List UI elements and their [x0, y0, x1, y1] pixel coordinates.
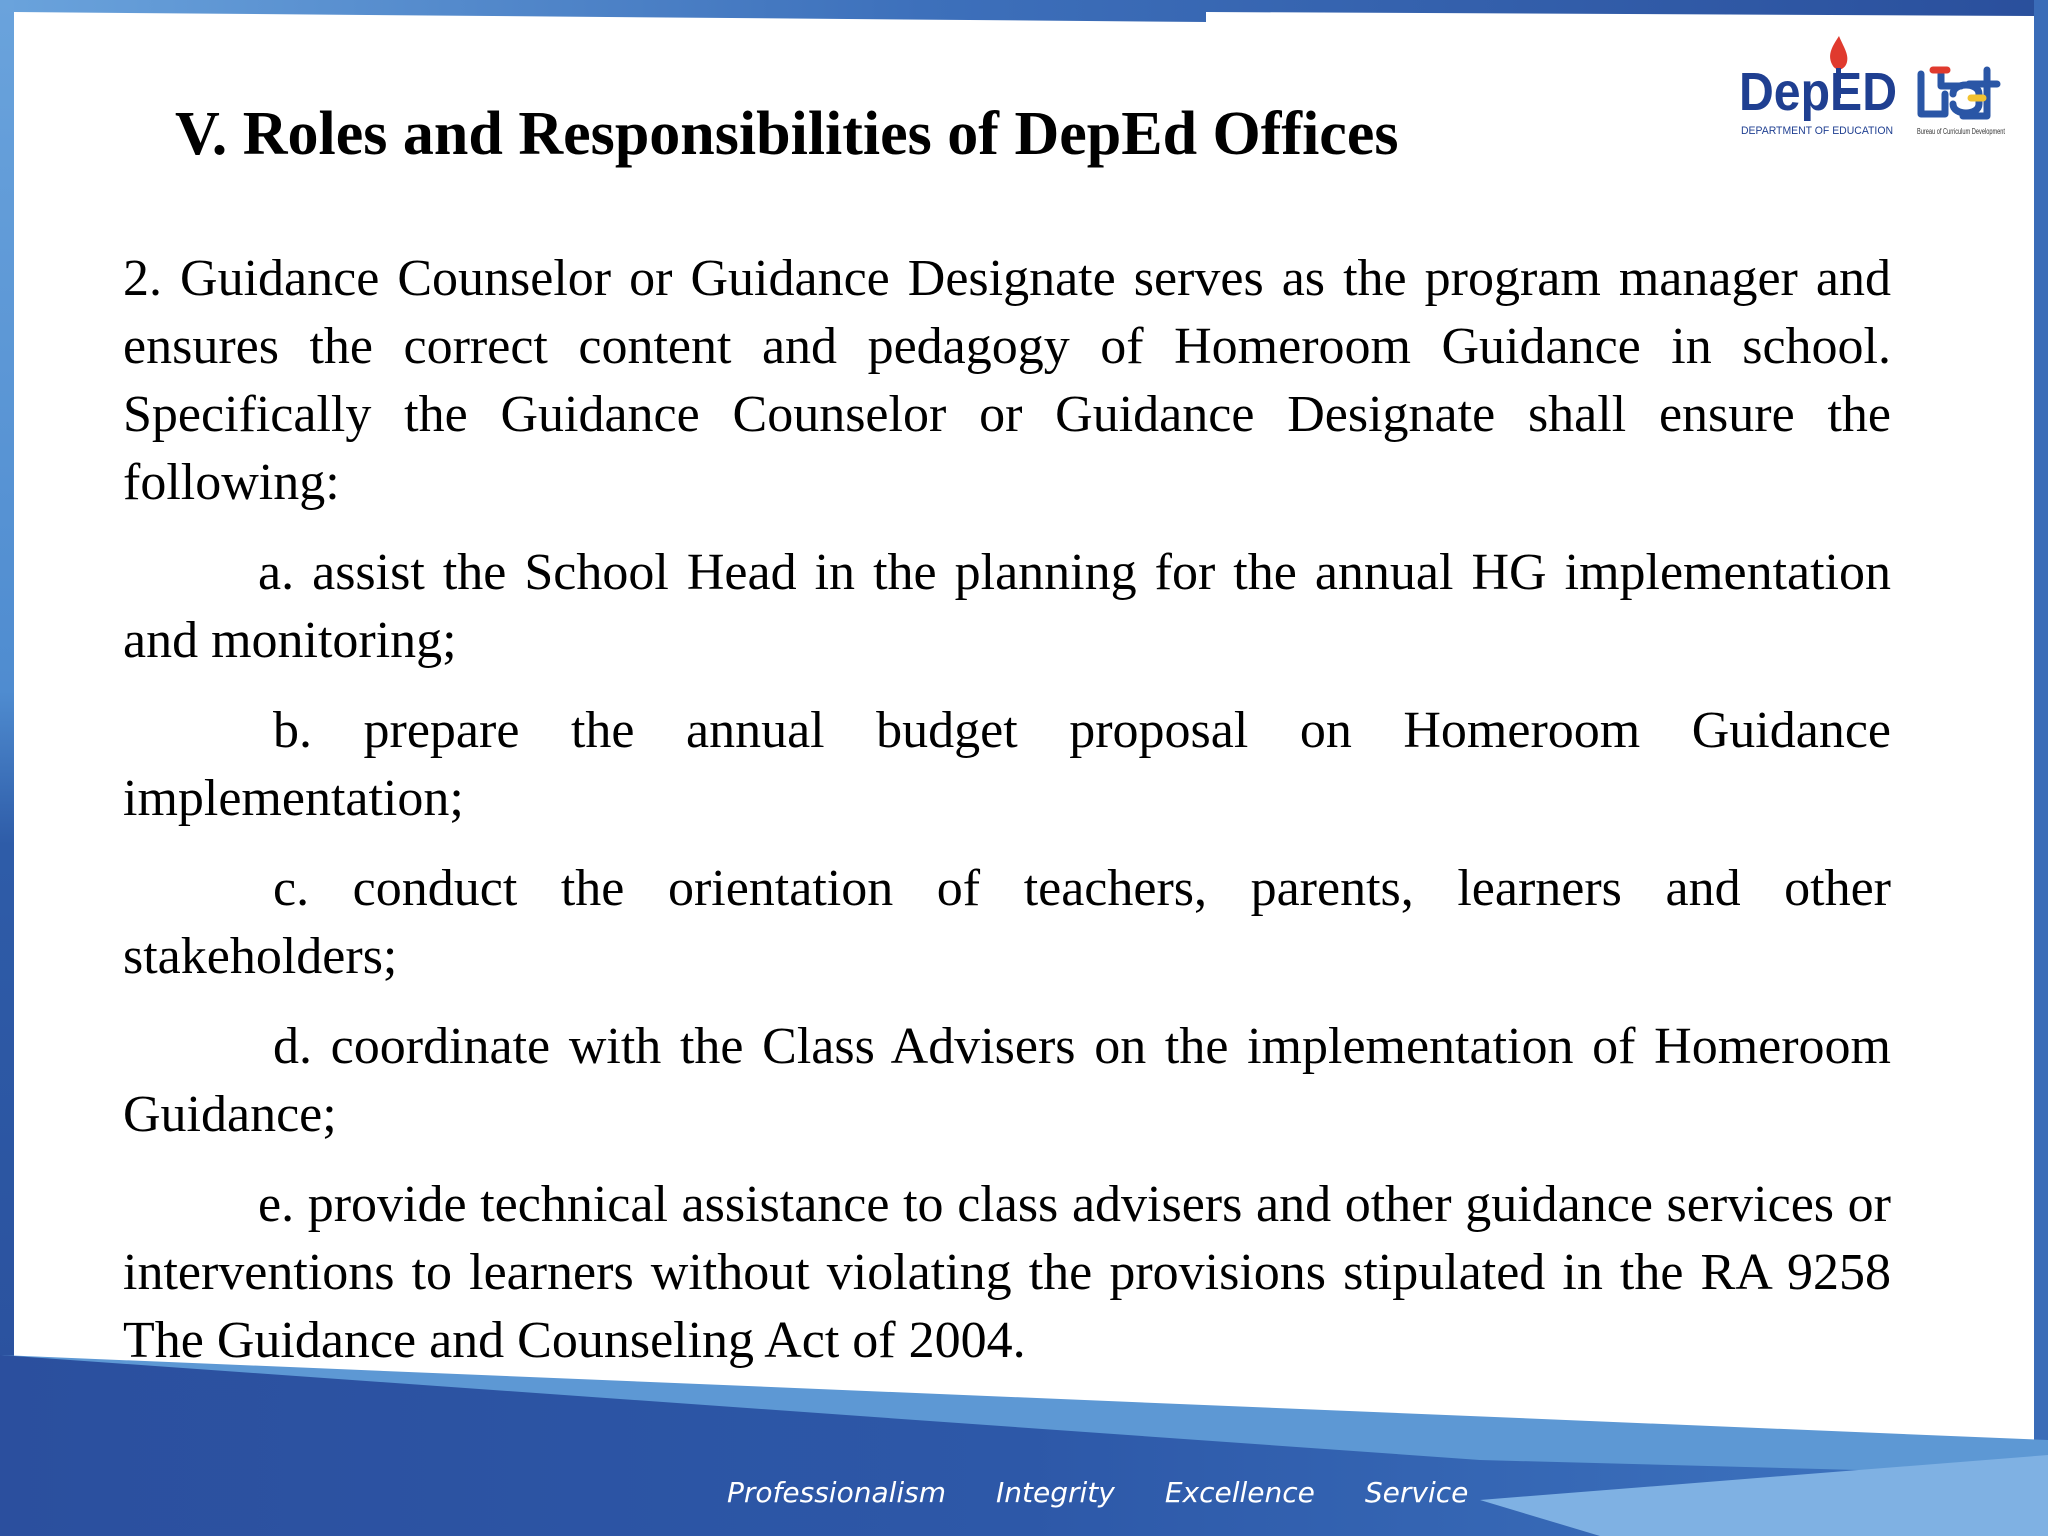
deped-logo — [1739, 36, 1897, 137]
footer-value-excellence: Excellence — [1164, 1475, 1315, 1509]
footer-value-service: Service — [1364, 1475, 1469, 1509]
slide-body — [123, 245, 1891, 1397]
list-item-e: e. provide technical assistance to class advisers and other guidance services or interventions to learners without violating the provisions stipulated in the RA 9258 The Guidance and Counseling Act of 2004. — [123, 1176, 1891, 1369]
intro-paragraph: 2. Guidance Counselor or Guidance Designate serves as the program manager and ensures the correct content and pedagogy of Homeroom Guidance in school. Specifically the Guidance Counselor or Guidance Designate shall ensure the following: — [123, 250, 1891, 511]
deped-caption: DEPARTMENT OF EDUCATION — [1741, 125, 1894, 137]
bcd-mark-icon — [1921, 70, 1997, 116]
deped-bcd-logos — [1735, 34, 2025, 146]
footer-value-professionalism: Professionalism — [727, 1475, 947, 1509]
left-strip — [0, 0, 14, 1536]
right-strip — [2034, 0, 2048, 1536]
footer-value-integrity: Integrity — [996, 1475, 1115, 1509]
bcd-caption: Bureau of Curriculum Development — [1917, 127, 2006, 136]
list-item-a: a. assist the School Head in the planning for the annual HG implementation and monitoring; — [123, 544, 1891, 669]
deped-wordmark: DepED — [1739, 62, 1897, 122]
footer-core-values — [727, 1468, 1518, 1516]
bcd-logo — [1917, 70, 2006, 136]
list-item-c: c. conduct the orientation of teachers, parents, learners and other stakeholders; — [123, 860, 1891, 985]
list-item-d: d. coordinate with the Class Advisers on the implementation of Homeroom Guidance; — [123, 1018, 1891, 1143]
list-item-b: b. prepare the annual budget proposal on Homeroom Guidance implementation; — [123, 702, 1891, 827]
slide-title: V. Roles and Responsibilities of DepEd Offices — [175, 100, 1399, 168]
